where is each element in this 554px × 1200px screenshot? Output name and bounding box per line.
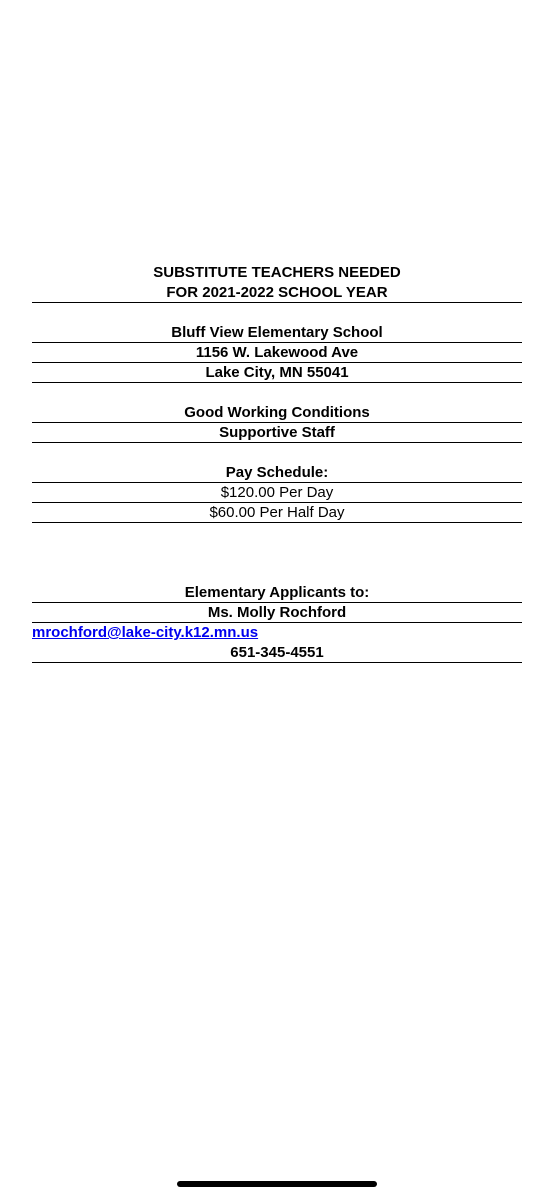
pay-schedule-title: Pay Schedule: [32,463,522,483]
spacer [32,523,522,563]
contact-title: Elementary Applicants to: [32,583,522,603]
school-city: Lake City, MN 55041 [32,363,522,383]
pay-half-day: $60.00 Per Half Day [32,503,522,523]
document-sheet [32,263,522,663]
spacer [32,383,522,403]
school-name: Bluff View Elementary School [32,323,522,343]
benefit-supportive-staff: Supportive Staff [32,423,522,443]
pay-full-day: $120.00 Per Day [32,483,522,503]
benefit-working-conditions: Good Working Conditions [32,403,522,423]
contact-email-link[interactable]: mrochford@lake-city.k12.mn.us [32,624,259,641]
spacer [32,303,522,323]
home-indicator[interactable] [177,1181,377,1187]
heading-line-1: SUBSTITUTE TEACHERS NEEDED [153,264,401,281]
contact-email-row [32,623,522,643]
spacer [32,563,522,583]
school-address: 1156 W. Lakewood Ave [32,343,522,363]
contact-phone: 651-345-4551 [32,643,522,663]
spacer [32,443,522,463]
heading-line-2: FOR 2021-2022 SCHOOL YEAR [32,283,522,303]
contact-name: Ms. Molly Rochford [32,603,522,623]
